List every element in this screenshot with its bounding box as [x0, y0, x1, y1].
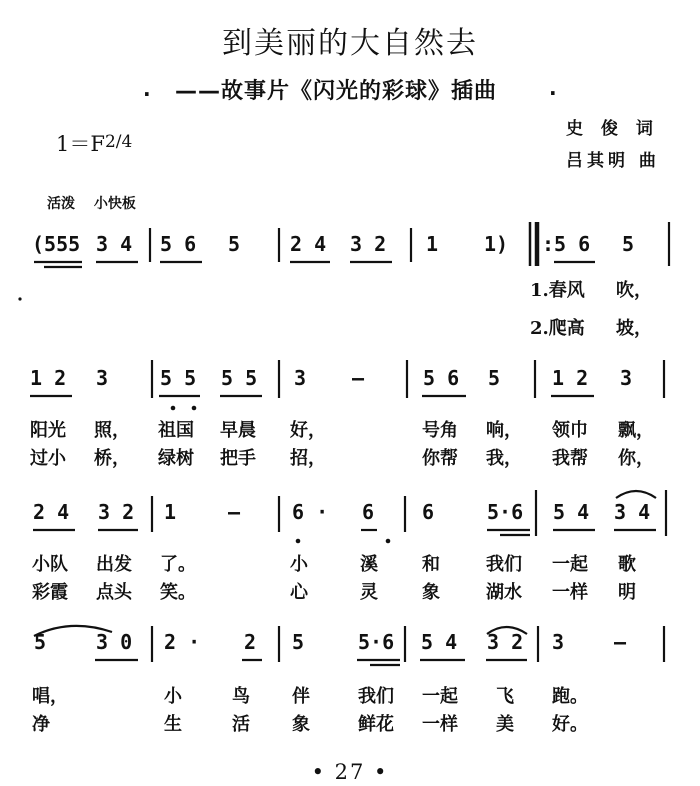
lyric-verse1: 小	[164, 686, 182, 707]
subtitle-dot-right: .	[549, 76, 557, 100]
note-group: 5 4	[553, 500, 590, 524]
lyric-verse2: 净	[32, 714, 50, 735]
lyric-verse1: 1.春风	[530, 280, 585, 301]
note-group: 5·6	[358, 630, 395, 654]
lyric-verse1: 我们	[358, 686, 394, 707]
note-group: 5	[228, 232, 241, 256]
time-signature: 2/4	[104, 132, 133, 152]
note-group: —	[228, 500, 241, 524]
lyric-verse1: 伴	[292, 686, 310, 707]
note-group: 6 ·	[292, 500, 329, 524]
lyric-verse2: 坡，	[616, 318, 652, 339]
lyric-verse1: 跑。	[552, 686, 588, 707]
lyric-verse2: 活	[232, 714, 250, 735]
note-group: 3 0	[96, 630, 133, 654]
lyric-verse1: 飘，	[618, 420, 654, 441]
lyric-verse2: 把手	[220, 448, 256, 469]
note-group: 3	[552, 630, 565, 654]
lyric-verse1: 一起	[552, 554, 588, 575]
note-group: —	[352, 366, 365, 390]
note-group: 3	[620, 366, 633, 390]
lyric-verse2: 美	[496, 714, 514, 735]
tempo-marking: 活泼 小快板	[47, 196, 136, 212]
song-title: 到美丽的大自然去	[222, 26, 478, 61]
lyric-verse1: 小	[290, 554, 308, 575]
note-group: 3	[96, 366, 109, 390]
note-group: 5 5	[221, 366, 258, 390]
lyric-verse2: 点头	[96, 582, 132, 603]
note-group: 2 4	[33, 500, 70, 524]
note-group: 3 4	[614, 500, 651, 524]
lyric-verse2: 明	[618, 582, 636, 603]
lyric-verse2: 一样	[552, 582, 588, 603]
note-group: 5 4	[421, 630, 458, 654]
lyric-verse2: 我，	[486, 448, 522, 469]
song-subtitle: ——故事片《闪光的彩球》插曲	[175, 79, 498, 104]
lyric-verse1: 吹，	[616, 280, 652, 301]
lyric-verse2: 好。	[552, 714, 588, 735]
lyric-verse2: 2.爬高	[530, 318, 585, 339]
note-group: :5 6	[542, 232, 591, 256]
lyric-verse1: 阳光	[30, 420, 66, 441]
note-group: 1	[164, 500, 177, 524]
note-group: 5	[622, 232, 635, 256]
lyric-verse2: 湖水	[486, 582, 522, 603]
note-group: 3 4	[96, 232, 133, 256]
note-group: 6	[362, 500, 375, 524]
note-group: 5	[292, 630, 305, 654]
lyric-verse2: 招，	[290, 448, 326, 469]
lyric-verse1: 祖国	[158, 420, 194, 441]
lyric-verse2: 笑。	[160, 582, 196, 603]
lyricist-credit: 史 俊 词	[566, 119, 659, 139]
page-number: • 27 •	[311, 760, 389, 784]
lyric-verse2: 我帮	[552, 448, 588, 469]
note-group: 5	[34, 630, 47, 654]
lyric-verse1: 唱，	[32, 686, 68, 707]
lyric-verse2: 心	[290, 582, 308, 603]
lyric-verse1: 领巾	[552, 420, 588, 441]
lyric-verse2: 象	[292, 714, 310, 735]
composer-credit: 吕其明 曲	[566, 151, 660, 171]
lyric-verse1: 溪	[360, 554, 378, 575]
lyric-verse2: 象	[422, 582, 440, 603]
lyric-verse2: 你帮	[422, 448, 458, 469]
note-group: 5 6	[423, 366, 460, 390]
lyric-verse2: 鲜花	[358, 714, 394, 735]
lyric-verse2: 灵	[360, 582, 378, 603]
lyric-verse2: 桥，	[94, 448, 130, 469]
lyric-verse1: 飞	[496, 686, 514, 707]
note-group: 3 2	[487, 630, 524, 654]
subtitle-dot-left: ·	[143, 82, 151, 106]
note-group: 2 ·	[164, 630, 201, 654]
note-group: 5 5	[160, 366, 197, 390]
note-group: 1 2	[552, 366, 589, 390]
lyric-verse1: 响，	[486, 420, 522, 441]
note-group: 3 2	[98, 500, 135, 524]
lyric-verse2: 过小	[30, 448, 66, 469]
lyric-verse1: 小队	[32, 554, 68, 575]
lyric-verse1: 好，	[290, 420, 326, 441]
note-group: 2	[244, 630, 257, 654]
note-group: 1	[426, 232, 439, 256]
lyric-verse2: 一样	[422, 714, 458, 735]
note-group: 5·6	[487, 500, 524, 524]
lyric-verse2: 你，	[618, 448, 654, 469]
note-group: 3	[294, 366, 307, 390]
note-group: 1 2	[30, 366, 67, 390]
lyric-verse1: 号角	[422, 420, 458, 441]
note-group: 5	[488, 366, 501, 390]
lyric-verse1: 歌	[618, 554, 636, 575]
lyric-verse1: 鸟	[232, 686, 250, 707]
note-group: 1)	[484, 232, 509, 256]
lyric-verse1: 和	[422, 554, 440, 575]
lyric-verse1: 我们	[486, 554, 522, 575]
lyric-verse2: 生	[164, 714, 182, 735]
lyric-verse2: 绿树	[158, 448, 194, 469]
lyric-verse1: 出发	[96, 554, 132, 575]
lyric-verse1: 照，	[94, 420, 130, 441]
lyric-verse1: 早晨	[220, 420, 256, 441]
lyric-verse2: 彩霞	[32, 582, 68, 603]
lyric-verse1: 了。	[160, 554, 196, 575]
note-group: 2 4	[290, 232, 327, 256]
note-group: 5 6	[160, 232, 197, 256]
note-group: (555	[32, 232, 81, 256]
note-group: —	[614, 630, 627, 654]
note-group: 6	[422, 500, 435, 524]
note-group: 3 2	[350, 232, 387, 256]
slur	[616, 491, 656, 498]
lyric-verse1: 一起	[422, 686, 458, 707]
key-label: 1＝F	[56, 132, 105, 156]
